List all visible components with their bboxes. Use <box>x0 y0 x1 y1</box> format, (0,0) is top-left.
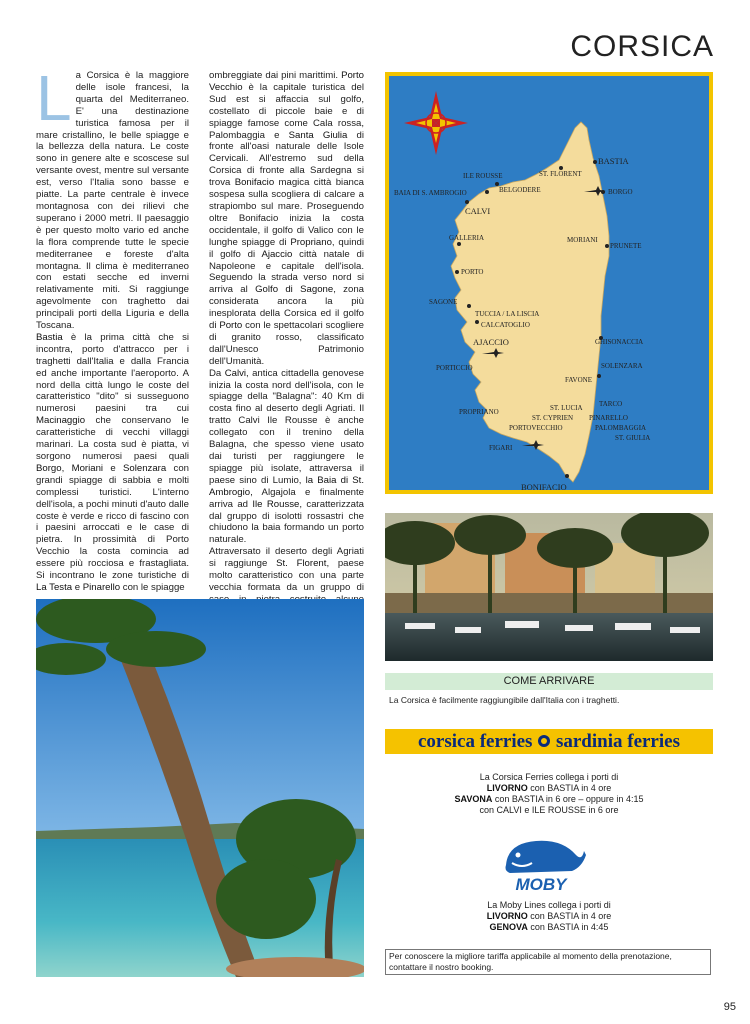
place-bonifacio: Bonifacio <box>234 177 275 189</box>
beach-photo <box>36 599 364 977</box>
place-ajaccio: Ajaccio <box>261 248 293 260</box>
place-st-florent: St. Florent <box>276 558 327 570</box>
text-span: , caratterizzata dal gruppo di isolotti rossastri che chiudono la baia formando un porto naturale. <box>209 498 364 546</box>
page-number: 95 <box>723 1001 736 1013</box>
route-text: con BASTIA in 4:45 <box>527 922 609 932</box>
text-span: che conservano le caratteristiche di vecchi villaggi marinari. La costa sud è piatta, vi sorgono numerosi paesi quali <box>36 415 189 462</box>
map-label: PINARELLO <box>589 414 628 422</box>
map-label: FIGARI <box>489 444 513 452</box>
map-label: PORTO <box>461 268 484 276</box>
port-livorno: LIVORNO <box>486 911 528 921</box>
map-label: ST. FLORENT <box>539 170 582 178</box>
text-span: , zona considerata ancora la più inesplorata della Corsica ed il golfo di <box>209 284 364 332</box>
place-solenzara: Solenzara <box>123 462 167 474</box>
place-moriani: Moriani <box>71 462 104 474</box>
map-label: BELGODERE <box>499 186 541 194</box>
info-line <box>385 911 713 922</box>
route-text: con BASTIA in 4 ore <box>527 911 612 921</box>
text-span: con grandi spiagge di sabbia e molti complessi turistici. L'interno dell'isola, a pochi minuti d'auto dalle coste è verde e ricco di fascino con i paesini arroccati e le case di pietra. In prossimità di Porto Vecchio la costa comincia ad essere più rocciosa e frastagliata. Si incontrano le zone turistiche di <box>36 462 189 582</box>
harbor-photo-image <box>385 513 713 661</box>
map-label: PORTICCIO <box>436 364 473 372</box>
town-dot <box>457 242 461 246</box>
corsica-ferries-info <box>385 772 713 816</box>
banner-left-text: corsica ferries <box>418 731 533 752</box>
moby-info <box>385 900 713 933</box>
text-column-2 <box>209 70 364 630</box>
place-santa-giulia: Santa Giulia <box>288 129 348 141</box>
porto-vecchio-paragraph <box>209 70 364 368</box>
corsica-map <box>385 72 713 494</box>
text-span: , Algajola e finalmente arriva ad <box>209 486 364 510</box>
place-golfo-di-sagone: Golfo di Sagone <box>255 284 334 296</box>
map-label: ST. LUCIA <box>550 404 583 412</box>
info-line <box>385 922 713 933</box>
map-label: TUCCIA / LA LISCIA <box>475 310 540 318</box>
info-line: con CALVI e ILE ROUSSE in 6 ore <box>479 805 619 815</box>
calvi-paragraph <box>209 368 364 547</box>
map-label: BAIA DI S. AMBROGIO <box>394 189 467 197</box>
text-span: e <box>103 462 124 474</box>
text-span: Attraversato il deserto degli Agriati si raggiunge <box>209 546 364 570</box>
town-dot <box>465 200 469 204</box>
map-label: FAVONE <box>565 376 592 384</box>
place-bastia: Bastia <box>36 331 63 343</box>
place-porto-vecchio: Porto Vecchio <box>209 70 364 93</box>
booking-note: Per conoscere la migliore tariffa applicabile al momento della prenotazione, contattare il nostro booking. <box>385 949 711 975</box>
map-label: ST. GIULIA <box>615 434 651 442</box>
map-label: SAGONE <box>429 298 458 306</box>
place-pinarello: Pinarello <box>82 581 121 593</box>
ferries-logo-icon <box>537 734 551 748</box>
banner-right-text: sardinia ferries <box>555 731 680 752</box>
beach-photo-image <box>36 599 364 977</box>
place-borgo: Borgo <box>36 462 62 474</box>
town-dot <box>565 474 569 478</box>
port-savona: SAVONA <box>454 794 493 804</box>
bastia-paragraph <box>36 332 189 594</box>
map-label: CALVI <box>465 206 491 216</box>
map-label: PALOMBAGGIA <box>595 424 647 432</box>
map-label: PORTOVECCHIO <box>509 424 563 432</box>
info-line <box>385 783 713 794</box>
whale-eye <box>516 853 521 858</box>
port-livorno: LIVORNO <box>486 783 528 793</box>
drop-cap: L <box>36 62 72 134</box>
map-label: ILE ROUSSE <box>463 172 503 180</box>
place-ile-rousse: Ile Rousse <box>252 498 300 510</box>
info-line: La Corsica Ferries collega i porti di <box>479 772 619 782</box>
place-calvi: Calvi <box>224 367 247 379</box>
town-dot <box>475 320 479 324</box>
moby-wordmark: MOBY <box>515 875 567 894</box>
town-dot <box>593 160 597 164</box>
map-label: BORGO <box>608 188 633 196</box>
place-la-testa: La Testa <box>36 581 73 593</box>
come-arrivare-heading: COME ARRIVARE <box>385 673 713 690</box>
town-dot <box>605 244 609 248</box>
town-dot <box>485 190 489 194</box>
place-baia-st-ambrogio: la Baia di St. Ambrogio <box>209 474 364 498</box>
text-span: città natale di Napoleone e capitale dell'isola. Seguendo la strada verso nord si arriva al <box>209 248 364 296</box>
intro-text: a Corsica è la maggiore delle isole francesi, la quarta del Mediterraneo. E' una destinazione turistica famosa per il mare cristallino, le belle spiagge e la bellezza della natura. Le coste sono in genere alte e scoscese sul versante ovest, mentre sul versante est, verso l'Italia sono basse e piatte. La parte centrale è invece montagnosa con dei rilievi che superano i 2000 metri. Il paesaggio è per questo molto vario ed anche la flora comprende tutte le specie mediterranee e foreste d'alta montagna. Il clima è mediterraneo con estati secche ed inverni relativamente miti. Si raggiunge agevolmente con traghetto dai principali porti della Liguria e della Toscana. <box>36 70 189 332</box>
place-porto: Porto <box>219 320 243 332</box>
text-span: e <box>72 581 83 593</box>
town-dot <box>467 304 471 308</box>
place-propriano: Propriano <box>290 236 332 248</box>
text-span: , <box>61 462 72 474</box>
map-label: GALLERIA <box>449 234 484 242</box>
corsica-ferries-banner <box>385 729 713 754</box>
text-column-1 <box>36 62 189 594</box>
text-span: di fronte all'oasi naturale delle Isole Cervicali. All'estremo sud della Corsica di fronte alla Sardegna si trova <box>209 129 365 189</box>
map-label: MORIANI <box>567 236 598 244</box>
harbor-photo <box>385 513 713 661</box>
moby-logo <box>496 837 586 895</box>
text-span: è la capitale turistica del Sud est si affaccia sul golfo, costellato di piccole baie e di spiagge famose come Cala rossa, Palombaggia e <box>209 81 364 141</box>
route-text: con BASTIA in 4 ore <box>527 783 612 793</box>
text-span: è la prima città che si incontra, porto d'attracco per i traghetti dall'Italia e dalla Francia ed anche importante l'aeroporto. A nord della città lungo le coste del caratteristico "dito" si susseguono numerosi paesini tra cui <box>36 331 189 415</box>
place-macinaggio: Macinaggio <box>36 415 86 427</box>
map-label: PROPRIANO <box>459 408 499 416</box>
map-label: CALCATOGLIO <box>481 321 530 329</box>
text-span: Da <box>209 367 225 379</box>
info-line: La Moby Lines collega i porti di <box>487 900 611 910</box>
text-span: , quindi il golfo di <box>209 236 364 260</box>
map-svg <box>389 76 709 490</box>
town-dot <box>597 374 601 378</box>
port-genova: GENOVA <box>489 922 528 932</box>
map-label: ST. CYPRIEN <box>532 414 574 422</box>
map-label: SOLENZARA <box>601 362 643 370</box>
text-span: ombreggiate dai pini marittimi. <box>209 70 342 81</box>
come-arrivare-text: La Corsica è facilmente raggiungibile dall'Italia con i traghetti. <box>389 695 620 705</box>
text-span: magica città bianca sospesa sulla scogliera di calcare a strapiombo sul mare. Proseguendo oltre Bonifacio inizia la costa occidentale, il golfo di Valico con le lunghe spiagge di <box>209 177 364 248</box>
text-span: con le spiagge <box>120 581 185 593</box>
map-label: GHISONACCIA <box>595 338 644 346</box>
map-label: BASTIA <box>598 156 629 166</box>
map-label: PRUNETE <box>610 242 642 250</box>
info-line <box>385 794 713 805</box>
map-label: AJACCIO <box>473 337 509 347</box>
text-span: , paese molto caratteristico con una parte vecchia formata da un gruppo di <box>209 558 364 593</box>
route-text: con BASTIA in 6 ore – oppure in 4:15 <box>492 794 644 804</box>
town-dot <box>455 270 459 274</box>
map-label: TARCO <box>599 400 623 408</box>
text-span: , antica cittadella genovese inizia la costa nord dell'isola, con le spiagge della "Balagna": 40 Km di costa fino al deserto degli Agriati. Il tratto Calvi Ile Rousse è anche collegato con il trenino della Balagna, che spesso viene usato dai turisti per raggiungere le spiagge più isolate, attraversa il paese sino di Lumio, <box>209 367 364 486</box>
page-title: CORSICA <box>570 30 714 63</box>
text-span: con le spettacolari scogliere di granito rosso, classificato dall'Unesco Patrimonio dell'Umanità. <box>209 320 364 367</box>
map-label: BONIFACIO <box>521 482 567 490</box>
